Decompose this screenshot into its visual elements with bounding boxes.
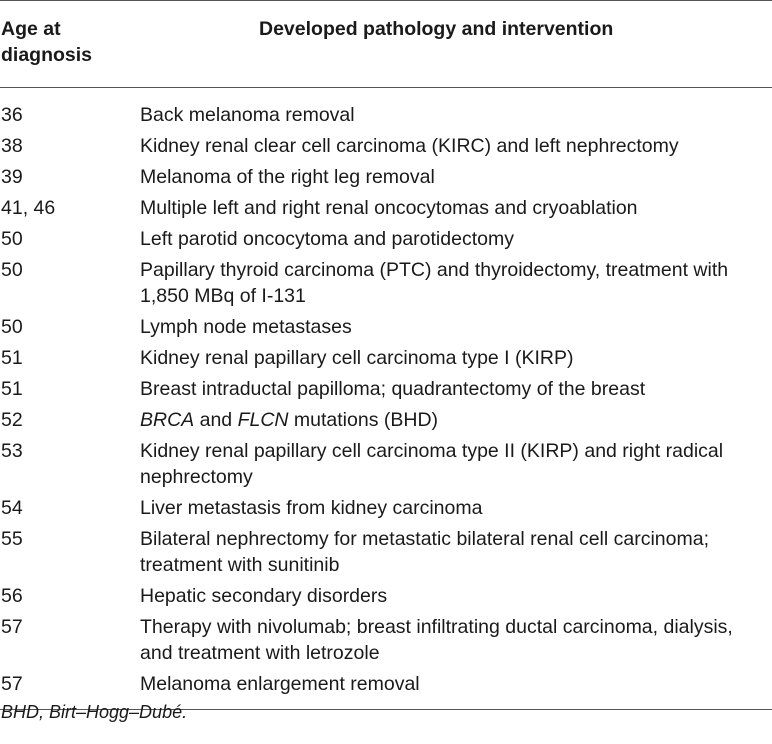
pathology-cell: Hepatic secondary disorders	[140, 585, 388, 607]
table-row	[0, 581, 772, 612]
age-cell: 51	[1, 347, 23, 369]
table-row	[0, 255, 772, 312]
pathology-cell: Breast intraductal papilloma; quadrantectomy of the breast	[140, 378, 646, 400]
mutation-text: mutations (BHD)	[288, 409, 439, 431]
table-row	[0, 612, 772, 669]
pathology-cell: Liver metastasis from kidney carcinoma	[140, 497, 483, 519]
age-cell: 55	[1, 528, 23, 550]
header-row	[0, 1, 772, 88]
pathology-cell	[140, 405, 772, 436]
gene-name-brca: BRCA	[140, 409, 195, 431]
pathology-cell: Kidney renal papillary cell carcinoma type I (KIRP)	[140, 347, 574, 369]
table-row	[0, 162, 772, 193]
table-body	[0, 88, 772, 710]
pathology-cell: Left parotid oncocytoma and parotidectomy	[140, 228, 514, 250]
table-row	[0, 312, 772, 343]
conjunction-text: and	[194, 409, 238, 431]
table-row	[0, 88, 772, 131]
table-row	[0, 343, 772, 374]
table-row	[0, 374, 772, 405]
age-cell: 50	[1, 228, 23, 250]
header-pathology: Developed pathology and intervention	[259, 18, 614, 40]
pathology-cell: Papillary thyroid carcinoma (PTC) and thyroidectomy, treatment with 1,850 MBq of I-131	[140, 259, 729, 307]
pathology-cell: Bilateral nephrectomy for metastatic bilateral renal cell carcinoma; treatment with sunitinib	[140, 528, 709, 576]
age-cell: 39	[1, 166, 23, 188]
table-footnote: BHD, Birt–Hogg–Dubé.	[1, 702, 188, 722]
age-cell: 53	[1, 440, 23, 462]
table-row	[0, 436, 772, 493]
pathology-cell: Therapy with nivolumab; breast infiltrating ductal carcinoma, dialysis, and treatment with letrozole	[140, 616, 733, 664]
age-cell: 51	[1, 378, 23, 400]
table-row	[0, 493, 772, 524]
pathology-cell: Kidney renal papillary cell carcinoma type II (KIRP) and right radical nephrectomy	[140, 440, 724, 488]
age-cell: 41, 46	[1, 197, 56, 219]
header-age: Age at diagnosis	[1, 18, 93, 66]
table-row	[0, 405, 772, 436]
table-row	[0, 193, 772, 224]
table-header	[0, 1, 772, 88]
table-row	[0, 524, 772, 581]
age-cell: 38	[1, 135, 23, 157]
age-cell: 56	[1, 585, 23, 607]
gene-name-flcn: FLCN	[237, 409, 289, 431]
age-cell: 52	[1, 409, 23, 431]
pathology-cell: Melanoma of the right leg removal	[140, 166, 435, 188]
pathology-cell: Melanoma enlargement removal	[140, 673, 420, 695]
pathology-cell: Lymph node metastases	[140, 316, 352, 338]
age-cell: 57	[1, 673, 23, 695]
pathology-cell: Kidney renal clear cell carcinoma (KIRC) and left nephrectomy	[140, 135, 679, 157]
table-row	[0, 131, 772, 162]
table-row	[0, 224, 772, 255]
age-cell: 50	[1, 316, 23, 338]
age-cell: 54	[1, 497, 23, 519]
age-cell: 57	[1, 616, 23, 638]
age-cell: 36	[1, 104, 23, 126]
pathology-cell: Back melanoma removal	[140, 104, 355, 126]
age-cell: 50	[1, 259, 23, 281]
pathology-cell: Multiple left and right renal oncocytomas and cryoablation	[140, 197, 638, 219]
